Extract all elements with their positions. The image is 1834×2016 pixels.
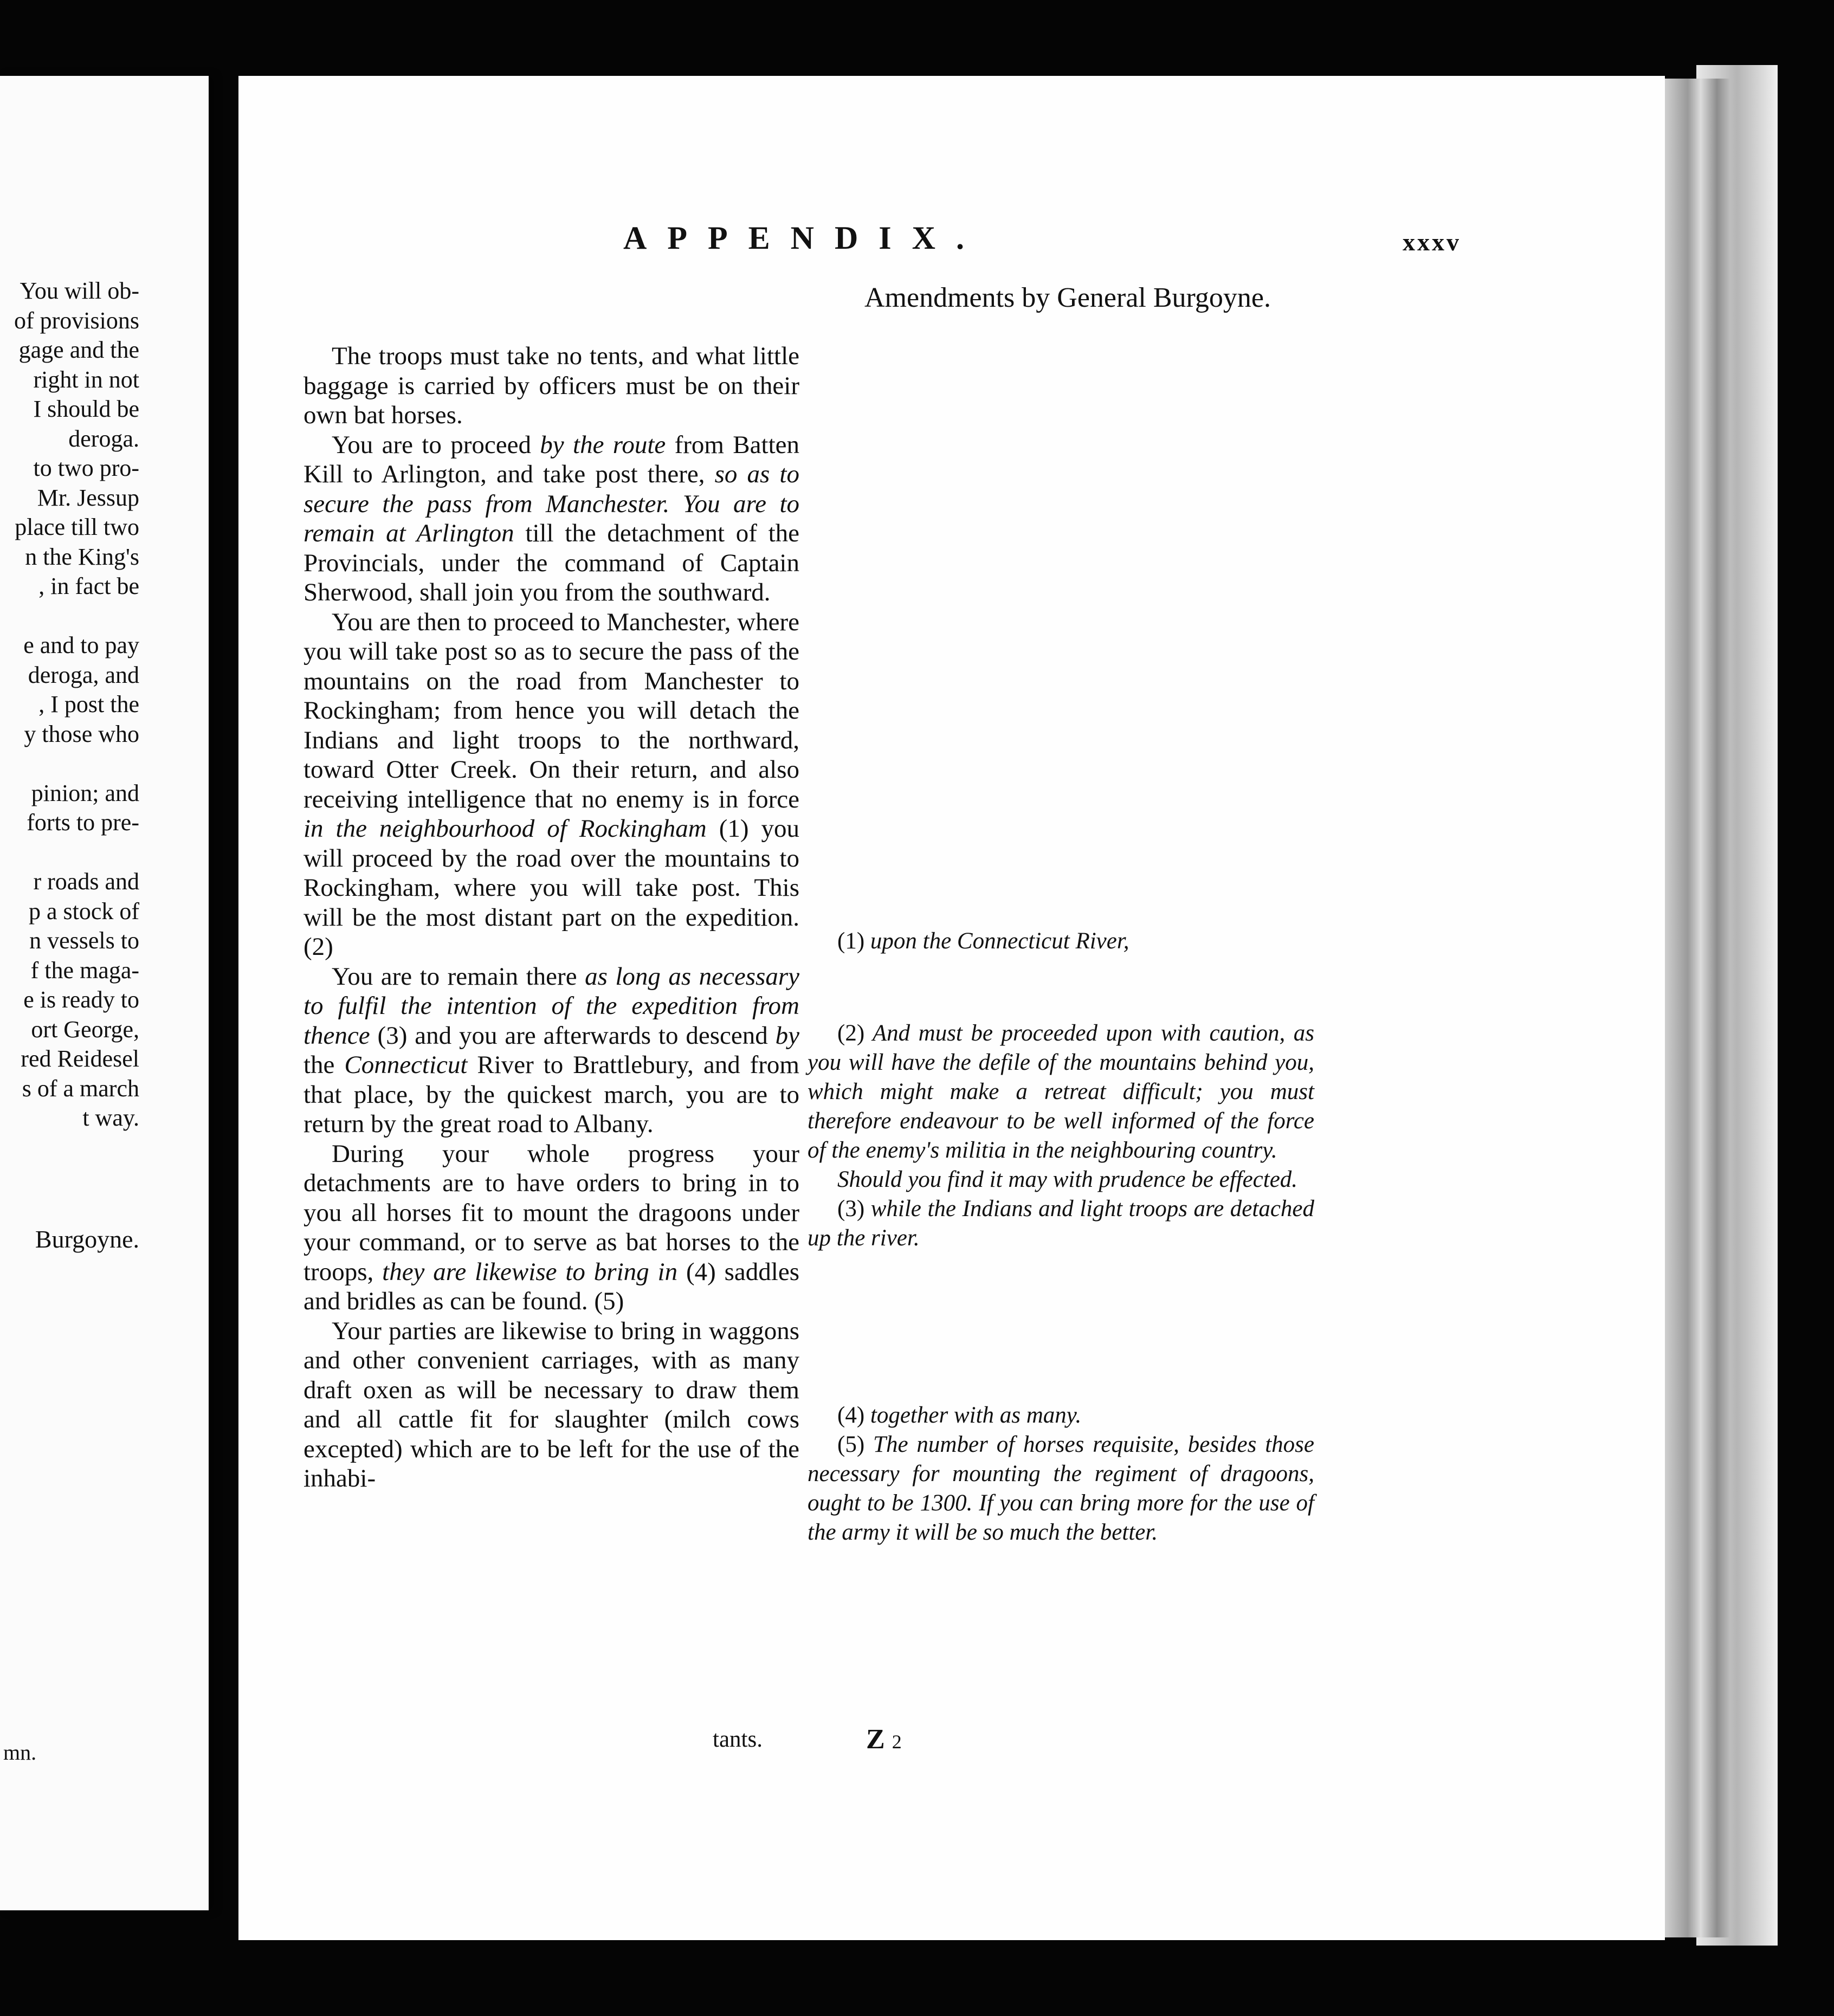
left-page-line: I should be bbox=[33, 396, 139, 422]
paragraph: You are then to proceed to Manchester, where you will take post so as to secure the pass of the mountains on the road from Manchester to Rockingham; from hence you will detach the Indians and light troops to the northward, toward Otter Creek. On their return, and also receiving intelligence that no enemy is in force in the neighbourhood of Rockingham (1) you will proceed by the road over the mountains to Rockingham, where you will take post. This will be the most distant part on the expedition. (2) bbox=[303, 608, 799, 961]
left-page-line: red Reidesel bbox=[21, 1045, 139, 1072]
left-page-line: s of a march bbox=[22, 1075, 139, 1102]
left-page-line: e is ready to bbox=[23, 986, 139, 1013]
paragraph: You are to remain there as long as necessary to fulfil the intention of the expedition from thence (3) and you are afterwards to descend by the Connecticut River to Brattlebury, and from that place, by the quickest march, you are to return by the great road to Albany. bbox=[303, 962, 799, 1138]
left-page-line: gage and the bbox=[18, 337, 139, 363]
page-number: xxxv bbox=[1403, 228, 1461, 256]
left-page-line: n the King's bbox=[25, 543, 139, 570]
left-page-line: n vessels to bbox=[29, 927, 139, 954]
left-page-line: You will ob- bbox=[20, 277, 139, 304]
left-page-line: Mr. Jessup bbox=[37, 484, 139, 511]
left-page-line: deroga. bbox=[68, 425, 139, 452]
paragraph: During your whole progress your detachments are to have orders to bring in to you all horses fit to mount the dragoons under your command, or to serve as bat horses to the troops, they are likewise to bring in (4) saddles and bridles as can be found. (5) bbox=[303, 1139, 799, 1315]
amendment-note-4: (4) together with as many. (5) The number of horses requisite, besides those necessary for mounting the regiment of dragoons, ought to be 1300. If you can bring more for the use of the army it will be so much the better. bbox=[808, 1403, 1314, 1545]
amendments-heading: Amendments by General Burgoyne. bbox=[864, 282, 1271, 313]
left-page-line: of provisions bbox=[14, 307, 139, 334]
paragraph: You are to proceed by the route from Batten Kill to Arlington, and take post there, so as to secure the pass from Manchester. You are to remain at Arlington till the detachment of the Provincials, under the command of Captain Sherwood, shall join you from the southward. bbox=[303, 430, 799, 606]
page-edge bbox=[1665, 79, 1730, 1937]
left-page-line: e and to pay bbox=[23, 632, 139, 658]
left-page-line: y those who bbox=[24, 720, 139, 747]
left-page-line: , I post the bbox=[38, 691, 139, 718]
left-page-line: pinion; and bbox=[31, 779, 139, 806]
right-page bbox=[238, 76, 1665, 1940]
left-page-line: forts to pre- bbox=[27, 809, 139, 836]
left-page-line: right in not bbox=[33, 366, 139, 393]
left-page-line: to two pro- bbox=[33, 455, 139, 481]
paragraph: The troops must take no tents, and what little baggage is carried by officers must be on their own bat horses. bbox=[303, 342, 799, 429]
paragraph: Your parties are likewise to bring in waggons and other convenient carriages, with as many draft oxen as will be necessary to draw them and all cattle fit for slaughter (milch cows excepted) which are to be left for the use of the inhabi- bbox=[303, 1316, 799, 1492]
left-page bbox=[0, 76, 209, 1910]
left-page-line: p a stock of bbox=[28, 897, 139, 925]
running-head: APPENDIX. bbox=[623, 220, 985, 256]
catchword: tants. bbox=[713, 1727, 763, 1752]
left-page-line: , in fact be bbox=[38, 573, 139, 599]
left-page-line: t way. bbox=[82, 1104, 139, 1131]
signature-mark: Z 2 bbox=[866, 1724, 902, 1755]
left-page-fragment: mn. bbox=[3, 1740, 37, 1765]
left-page-line: ort George, bbox=[31, 1016, 139, 1043]
left-page-line: f the maga- bbox=[30, 957, 139, 984]
left-page-line: place till two bbox=[15, 514, 139, 540]
left-page-signature: Burgoyne. bbox=[35, 1225, 139, 1253]
left-page-line: deroga, and bbox=[28, 661, 139, 688]
main-text-column bbox=[303, 341, 799, 1494]
amendment-note-1: (1) upon the Connecticut River, bbox=[837, 928, 1129, 954]
amendment-note-2: (2) And must be proceeded upon with caution, as you will have the defile of the mountains behind you, which might make a retreat difficult; you must therefore endeavour to be well informed of the force of the enemy's militia in the neighbouring country. Should you find it may with prudence be effected. (3) while the Indians and light troops are detached up the river. bbox=[808, 1020, 1314, 1251]
left-page-line: r roads and bbox=[33, 868, 139, 895]
